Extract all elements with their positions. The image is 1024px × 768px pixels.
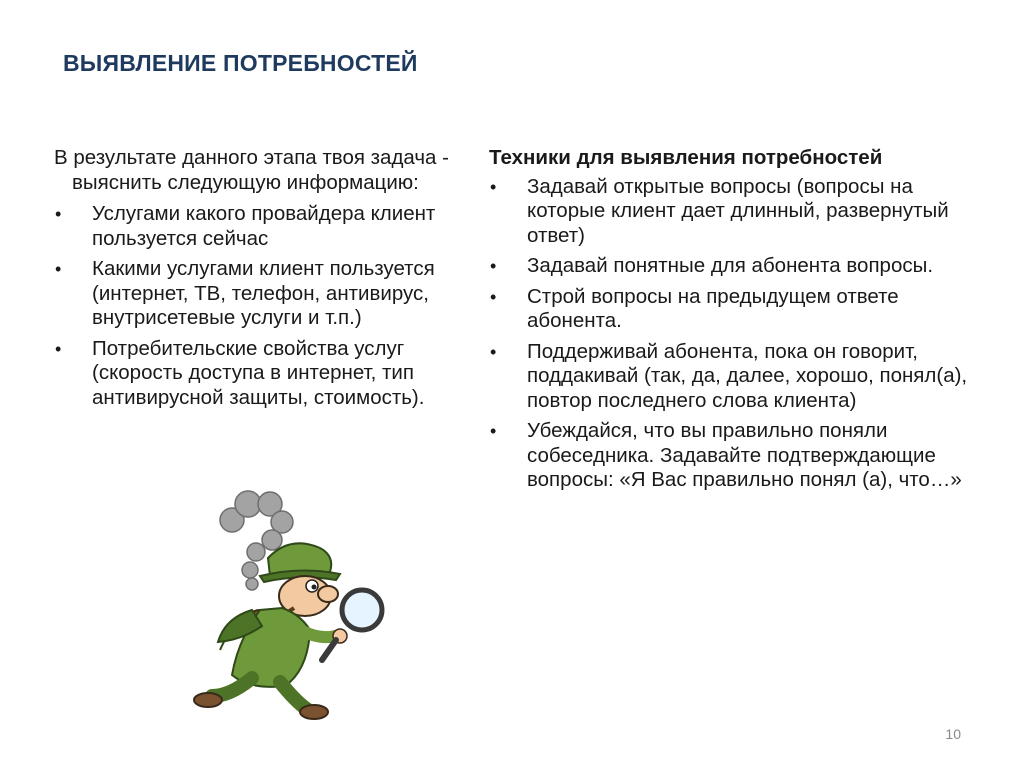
right-column [489,146,989,499]
list-item: • Поддерживай абонента, пока он говорит, поддакивай (так, да, далее, хорошо, понял(а), повтор последнего слова клиента) [490,339,968,412]
list-item: • Строй вопросы на предыдущем ответе абонента. [490,284,899,332]
page-number: 10 [945,726,961,742]
bullet-icon: • [490,256,497,276]
bullet-icon: • [490,176,497,197]
right-bullet-list [489,175,989,493]
left-intro: В результате данного этапа твоя задача - выяснить следующую информацию: [54,146,449,194]
list-item: • Задавай понятные для абонента вопросы. [490,254,934,277]
bullet-icon: • [55,204,62,224]
right-heading: Техники для выявления потребностей [489,146,883,169]
list-item: • Задавай открытые вопросы (вопросы на которые клиент дает длинный, развернутый ответ) [490,174,949,247]
list-item: • Убеждайся, что вы правильно поняли собеседника. Задавайте подтверждающие вопросы: «Я Вас правильно понял (а), что…» [490,419,962,491]
left-bullet-list [54,202,464,410]
detective-icon [190,490,400,720]
list-item: • Услугами какого провайдера клиент пользуется сейчас [55,202,436,250]
bullet-icon: • [490,341,497,362]
bullet-icon: • [55,338,62,359]
bullet-icon: • [490,286,497,307]
slide-title: ВЫЯВЛЕНИЕ ПОТРЕБНОСТЕЙ [63,50,418,76]
bullet-icon: • [490,421,497,441]
list-item: • Какими услугами клиент пользуется (интернет, ТВ, телефон, антивирус, внутрисетевые услуги и т.п.) [55,257,435,329]
left-column [54,146,464,416]
bullet-icon: • [55,259,62,279]
list-item: • Потребительские свойства услуг (скорость доступа в интернет, тип антивирусной защиты, стоимость). [55,336,425,409]
